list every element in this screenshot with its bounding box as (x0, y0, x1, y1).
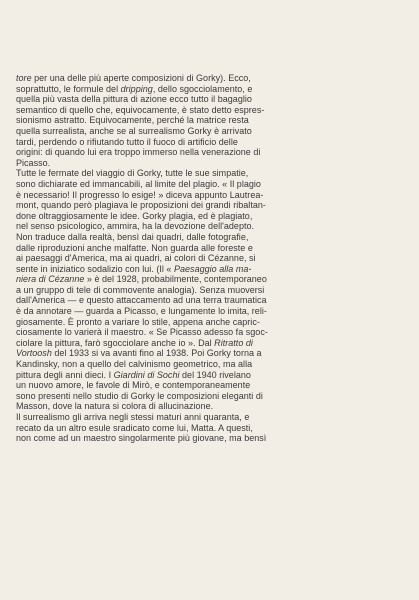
text-run: dall'America — e questo attaccamento ad una terra traumatica (16, 295, 267, 306)
text-line (16, 412, 409, 423)
text-line (16, 380, 409, 391)
text-run: dalle riproduzioni anche malfatte. Non guarda alle foreste e (16, 242, 253, 253)
text-run: origini: di quando lui era troppo immerso nella venerazione di (16, 147, 261, 158)
text-run: ciolare la pittura, farò sgocciolare anche io ». Dal (16, 337, 215, 348)
text-line (16, 158, 409, 169)
text-run: per una delle più aperte composizioni di Gorky). Ecco, (31, 73, 251, 83)
text-line (16, 338, 409, 349)
text-line (16, 348, 409, 359)
text-run: recato da un altro esule sradicato come lui, Matta. A questi, (16, 422, 253, 433)
text-run: è necessario! Il progresso lo esige! » diceva appunto Lautrea- (16, 189, 264, 200)
text-run: è da annotare — guarda a Picasso, e lungamente lo imita, reli- (16, 306, 267, 317)
text-line (16, 317, 409, 328)
text-run: Non traduce dalla realtà, bensì dai quadri, dalle fotografie, (16, 231, 249, 242)
italic-title-text: Vortoosh (16, 348, 52, 359)
text-run: tardi, perdendo o rifiutando tutto il fuoco di artificio delle (16, 136, 238, 147)
text-line (16, 126, 409, 137)
text-line (16, 423, 409, 434)
text-line (16, 359, 409, 370)
text-line (16, 274, 409, 285)
text-line (16, 370, 409, 381)
text-line (16, 285, 409, 296)
text-line (16, 84, 409, 95)
text-run: del 1940 rivelano (179, 369, 251, 380)
text-line (16, 295, 409, 306)
text-line (16, 147, 409, 158)
italic-title-text: dripping (120, 83, 153, 94)
italic-title-text: Giardini di Sochi (113, 369, 180, 380)
text-line (16, 94, 409, 105)
text-line (16, 73, 409, 84)
text-run: » è del 1928, probabilmente, contemporaneo (84, 274, 267, 285)
text-run: quella surrealista, anche se al surrealismo Gorky è arrivato (16, 125, 252, 136)
text-run: sente in iniziatico sodalizio con lui. (Il « (16, 263, 174, 274)
text-line (16, 168, 409, 179)
text-line (16, 105, 409, 116)
text-run: Tutte le fermate del viaggio di Gorky, tutte le sue simpatie, (16, 168, 249, 179)
text-run: Masson, dove la natura si colora di allucinazione. (16, 401, 214, 412)
text-run: quella più vasta della pittura di azione ecco tutto il bagaglio (16, 94, 252, 105)
text-line (16, 200, 409, 211)
text-run: nel senso psicologico, ammira, ha la devozione dell'adepto. (16, 221, 255, 232)
text-line (16, 401, 409, 412)
text-run: Picasso. (16, 157, 51, 168)
italic-title-text: tore (16, 73, 32, 83)
text-run: sionismo astratto. Equivocamente, perché la matrice resta (16, 115, 249, 126)
text-run: mont, quando però plagiava le proposizioni dei grandi ribaltan- (16, 200, 266, 211)
italic-title-text: niera di Cézanne (16, 274, 85, 285)
italic-title-text: Paesaggio alla ma- (173, 263, 252, 274)
text-line (16, 190, 409, 201)
text-run: del 1933 si va avanti fino al 1938. Poi Gorky torna a (51, 348, 262, 359)
text-line (16, 306, 409, 317)
text-run: Kandinsky, non a quello del calvinismo geometrico, ma alla (16, 359, 253, 370)
text-run: sono presenti nello studio di Gorky le composizioni eleganti di (16, 390, 263, 401)
text-line (16, 264, 409, 275)
text-run: , dello sgocciolamento, e (152, 83, 253, 94)
text-run: semantico di quello che, equivocamente, è stato detto espres- (16, 104, 265, 115)
text-line (16, 115, 409, 126)
text-line (16, 221, 409, 232)
text-run: soprattutto, le formule del (16, 83, 121, 94)
text-run: done oltraggiosamente le idee. Gorky plagia, ed è plagiato, (16, 210, 253, 221)
text-run: sono dichiarate ed immancabili, al limite del plagio. « Il plagio (16, 178, 261, 189)
text-line (16, 253, 409, 264)
text-run: non come ad un maestro singolarmente più giovane, ma bensì (16, 433, 267, 444)
text-line (16, 232, 409, 243)
text-line (16, 137, 409, 148)
text-run: ciosamente lo varierà il maestro. « Se Picasso adesso fa sgoc- (16, 327, 268, 338)
text-line (16, 433, 409, 444)
italic-title-text: Ritratto di (214, 337, 253, 348)
text-run: giosamente. È pronto a variare lo stile, appena anche capric- (16, 316, 260, 327)
text-line (16, 179, 409, 190)
text-run: Il surrealismo gli arriva negli stessi maturi anni quaranta, e (16, 412, 250, 422)
text-run: a un gruppo di tele di commovente analogia). Senza muoversi (16, 284, 265, 295)
text-run: un nuovo amore, le favole di Mirò, e contemporaneamente (16, 380, 251, 391)
text-line (16, 327, 409, 338)
body-text (16, 73, 409, 444)
text-line (16, 243, 409, 254)
text-line (16, 211, 409, 222)
text-run: ai paesaggi d'America, ma ai quadri, ai colori di Cézanne, si (16, 253, 256, 264)
text-line (16, 391, 409, 402)
text-run: pittura degli anni dieci. I (16, 369, 114, 380)
